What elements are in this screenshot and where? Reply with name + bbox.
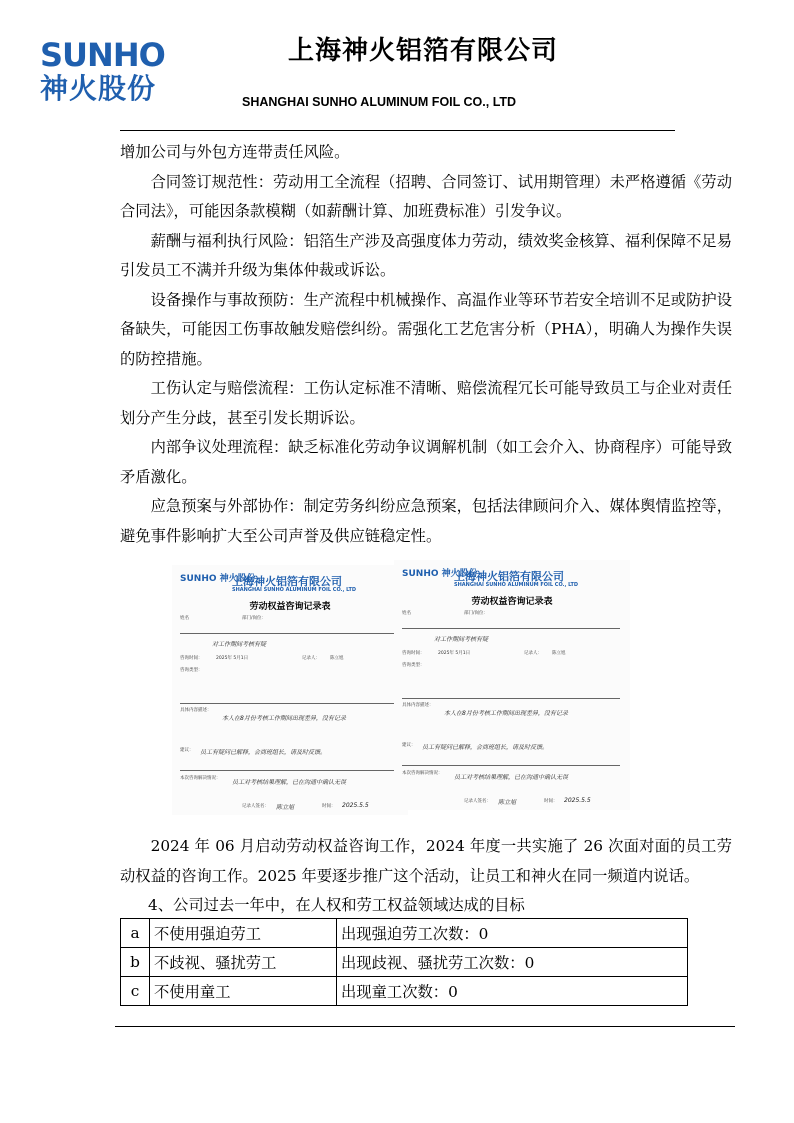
summary-paragraph	[120, 832, 732, 891]
row-index: c	[121, 977, 150, 1006]
body-text	[120, 138, 732, 551]
paragraph: 工伤认定与赔偿流程：工伤认定标准不清晰、赔偿流程冗长可能导致员工与企业对责任划分产生分歧，甚至引发长期诉讼。	[120, 379, 732, 427]
goal-cell: 不使用强迫劳工	[150, 919, 337, 948]
footer-divider	[115, 1026, 735, 1027]
scan-type-label: 咨询类型：	[180, 668, 203, 673]
scan-rule	[402, 628, 620, 629]
scan-date: 2025.5.5	[342, 802, 369, 809]
scan-handwriting: 员工有疑问已解释，会商班组长，请及时反馈。	[200, 749, 327, 756]
scan-result-label: 本次咨询解决情况：	[402, 771, 443, 776]
scan-company-en: SHANGHAI SUNHO ALUMINUM FOIL CO., LTD	[454, 582, 579, 588]
scan-date-value: 2025年 5月1日	[438, 651, 471, 656]
scan-name-label: 姓名	[180, 616, 189, 621]
scan-company: 上海神火铝箔有限公司	[232, 575, 342, 588]
scan-sign-label: 记录人签名：	[242, 804, 269, 809]
paragraph: 薪酬与福利执行风险：铝箔生产涉及高强度体力劳动，绩效奖金核算、福利保障不足易引发员工不满并升级为集体仲裁或诉讼。	[120, 231, 732, 279]
scan-logo: SUNHO 神火股份	[402, 569, 478, 579]
result-cell: 出现歧视、骚扰劳工次数：0	[337, 948, 688, 977]
paragraph: 2024 年 06 月启动劳动权益咨询工作，2024 年度一共实施了 26 次面对面的员工劳动权益的咨询工作。2025 年要逐步推广这个活动，让员工和神火在同一频道内说话。	[120, 837, 732, 885]
table-row	[121, 948, 688, 977]
scan-recorder-value: 陈立旭	[330, 656, 344, 661]
goal-cell: 不使用童工	[150, 977, 337, 1006]
result-cell: 出现强迫劳工次数：0	[337, 919, 688, 948]
scan-date-label: 咨询时间：	[402, 651, 425, 656]
scan-content-label: 具体内容描述：	[402, 703, 434, 708]
paragraph: 增加公司与外包方连带责任风险。	[120, 143, 350, 161]
table-row	[121, 977, 688, 1006]
scan-signature: 陈立旭	[498, 799, 517, 806]
consultation-record-scan-2	[394, 560, 630, 810]
scan-title: 劳动权益咨询记录表	[471, 597, 553, 607]
scan-dept-label: 部门/岗位：	[242, 616, 267, 621]
scan-rule	[180, 633, 398, 634]
scan-company: 上海神火铝箔有限公司	[454, 570, 564, 583]
scan-time-label: 时间：	[322, 804, 336, 809]
scan-logo: SUNHO 神火股份	[180, 574, 256, 584]
consultation-record-scan-1	[172, 565, 408, 815]
scan-result-label: 本次咨询解决情况：	[180, 776, 221, 781]
scan-recorder-value: 陈立旭	[552, 651, 566, 656]
scan-company-en: SHANGHAI SUNHO ALUMINUM FOIL CO., LTD	[232, 587, 357, 593]
scan-rule	[180, 770, 398, 771]
scan-handwriting: 本人在8月份考核工作期间出现差异，没有记录	[222, 715, 346, 722]
scan-dept-label: 部门/岗位：	[464, 611, 489, 616]
row-index: b	[121, 948, 150, 977]
scan-signature: 陈立旭	[276, 804, 295, 811]
scan-rule	[402, 765, 620, 766]
scan-handwriting: 员工对考核结果理解，已在沟通中确认无误	[232, 779, 347, 786]
scan-recorder-label: 记录人：	[524, 651, 542, 656]
table-row	[121, 919, 688, 948]
scan-suggest-label: 建议：	[402, 743, 416, 748]
scan-name-label: 姓名	[402, 611, 411, 616]
company-name-cn: 上海神火铝箔有限公司	[288, 36, 559, 66]
scan-content-label: 具体内容描述：	[180, 708, 212, 713]
header-divider	[120, 130, 675, 131]
row-index: a	[121, 919, 150, 948]
scan-date-label: 咨询时间：	[180, 656, 203, 661]
paragraph: 合同签订规范性：劳动用工全流程（招聘、合同签订、试用期管理）未严格遵循《劳动合同法》，可能因条款模糊（如薪酬计算、加班费标准）引发争议。	[120, 172, 732, 220]
scan-handwriting: 对工作期间考核有疑	[212, 641, 267, 648]
scan-type-label: 咨询类型：	[402, 663, 425, 668]
paragraph: 设备操作与事故预防：生产流程中机械操作、高温作业等环节若安全培训不足或防护设备缺失，可能因工伤事故触发赔偿纠纷。需强化工艺危害分析（PHA），明确人为操作失误的防控措施。	[120, 290, 732, 368]
scan-rule	[402, 698, 620, 699]
logo-en: SUNHO	[40, 36, 165, 74]
scan-suggest-label: 建议：	[180, 748, 194, 753]
scan-handwriting: 对工作期间考核有疑	[434, 636, 489, 643]
scan-sign-label: 记录人签名：	[464, 799, 491, 804]
scan-date-value: 2025年 5月1日	[216, 656, 249, 661]
section-heading: 4、公司过去一年中，在人权和劳工权益领域达成的目标	[148, 896, 525, 914]
sunho-logo	[40, 38, 180, 106]
scan-handwriting: 员工有疑问已解释，会商班组长，请及时反馈。	[422, 744, 549, 751]
result-cell: 出现童工次数：0	[337, 977, 688, 1006]
logo-cn: 神火股份	[40, 72, 157, 105]
paragraph: 应急预案与外部协作：制定劳务纠纷应急预案，包括法律顾问介入、媒体舆情监控等，避免事件影响扩大至公司声誉及供应链稳定性。	[120, 497, 732, 545]
scan-handwriting: 本人在8月份考核工作期间出现差异，没有记录	[444, 710, 568, 717]
scan-date: 2025.5.5	[564, 797, 591, 804]
scan-title: 劳动权益咨询记录表	[249, 602, 331, 612]
goal-cell: 不歧视、骚扰劳工	[150, 948, 337, 977]
scan-time-label: 时间：	[544, 799, 558, 804]
scan-rule	[180, 703, 398, 704]
company-name-en: SHANGHAI SUNHO ALUMINUM FOIL CO., LTD	[242, 95, 517, 109]
scan-recorder-label: 记录人：	[302, 656, 320, 661]
scan-handwriting: 员工对考核结果理解，已在沟通中确认无误	[454, 774, 569, 781]
paragraph: 内部争议处理流程：缺乏标准化劳动争议调解机制（如工会介入、协商程序）可能导致矛盾激化。	[120, 438, 732, 486]
goals-table	[120, 918, 688, 1006]
